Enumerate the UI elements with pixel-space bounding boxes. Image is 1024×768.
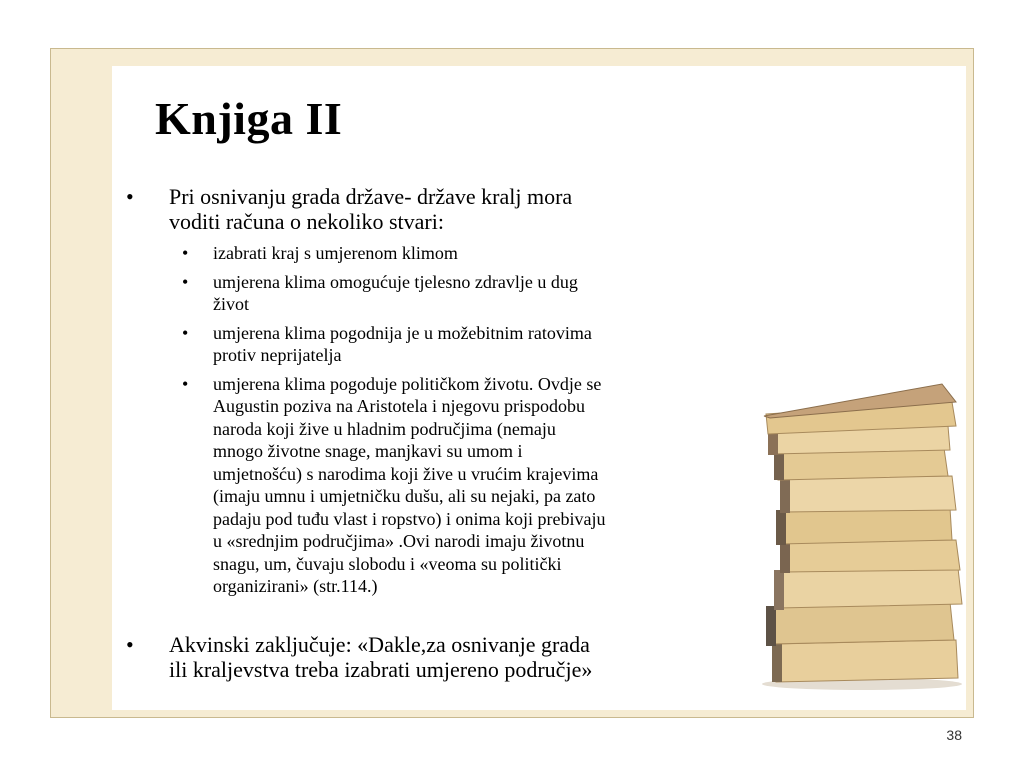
page-number: 38	[946, 727, 962, 743]
text-line: padaju pod tuđu vlast i ropstvo) i onima koji prebivaju	[213, 508, 606, 529]
stack-of-books-icon	[752, 372, 974, 690]
bullet-icon: •	[182, 271, 189, 292]
text-line: protiv neprijatelja	[213, 345, 342, 365]
text-line: Akvinski zaključuje: «Dakle,za osnivanje grada	[169, 631, 590, 657]
text-line: Augustin poziva na Aristotela i njegovu prispodobu	[213, 396, 585, 416]
text-line: umjerena klima pogoduje političkom životu. Ovdje se	[213, 373, 602, 394]
text-line: organizirani» (str.114.)	[213, 576, 378, 596]
bullet-icon: •	[182, 373, 189, 394]
text-line: (imaju umnu i umjetničku dušu, ali su nejaki, pa zato	[213, 486, 596, 506]
bullet-point-2	[126, 632, 746, 682]
text-line: umjerena klima omogućuje tjelesno zdravlje u dug	[213, 271, 578, 292]
spacer	[126, 604, 746, 632]
text-line: voditi računa o nekoliko stvari:	[169, 209, 444, 234]
sub-bullet-list	[126, 242, 746, 598]
bullet-point-2-text	[169, 632, 746, 682]
text-line: izabrati kraj s umjerenom klimom	[213, 243, 458, 263]
sub-bullet-3	[126, 322, 746, 367]
bullet-icon: •	[182, 322, 189, 343]
text-line: umjerena klima pogodnija je u možebitnim ratovima	[213, 322, 592, 343]
bullet-icon: •	[126, 184, 134, 209]
bullet-icon: •	[126, 631, 134, 657]
text-line: ili kraljevstva treba izabrati umjereno područje»	[169, 656, 593, 682]
slide-content	[126, 184, 746, 682]
sub-bullet-1	[126, 242, 746, 265]
text-line: naroda koji žive u hladnim područjima (nemaju	[213, 418, 556, 439]
bullet-point-1	[126, 184, 746, 234]
text-line: mnogo životne snage, manjkavi su umom i	[213, 441, 523, 461]
bullet-point-1-text	[169, 184, 746, 234]
text-line: u «srednjim područjima» .Ovi narodi imaju životnu	[213, 531, 585, 551]
slide-title: Knjiga II	[155, 93, 343, 144]
text-line: umjetnošću) s narodima koji žive u vrućim krajevima	[213, 463, 599, 484]
sub-bullet-4	[126, 373, 746, 598]
bullet-icon: •	[182, 243, 189, 263]
sub-bullet-2	[126, 271, 746, 316]
text-line: Pri osnivanju grada države- države kralj mora	[169, 184, 573, 209]
text-line: snagu, um, čuvaju slobodu i «veoma su politički	[213, 553, 562, 574]
text-line: život	[213, 294, 249, 314]
